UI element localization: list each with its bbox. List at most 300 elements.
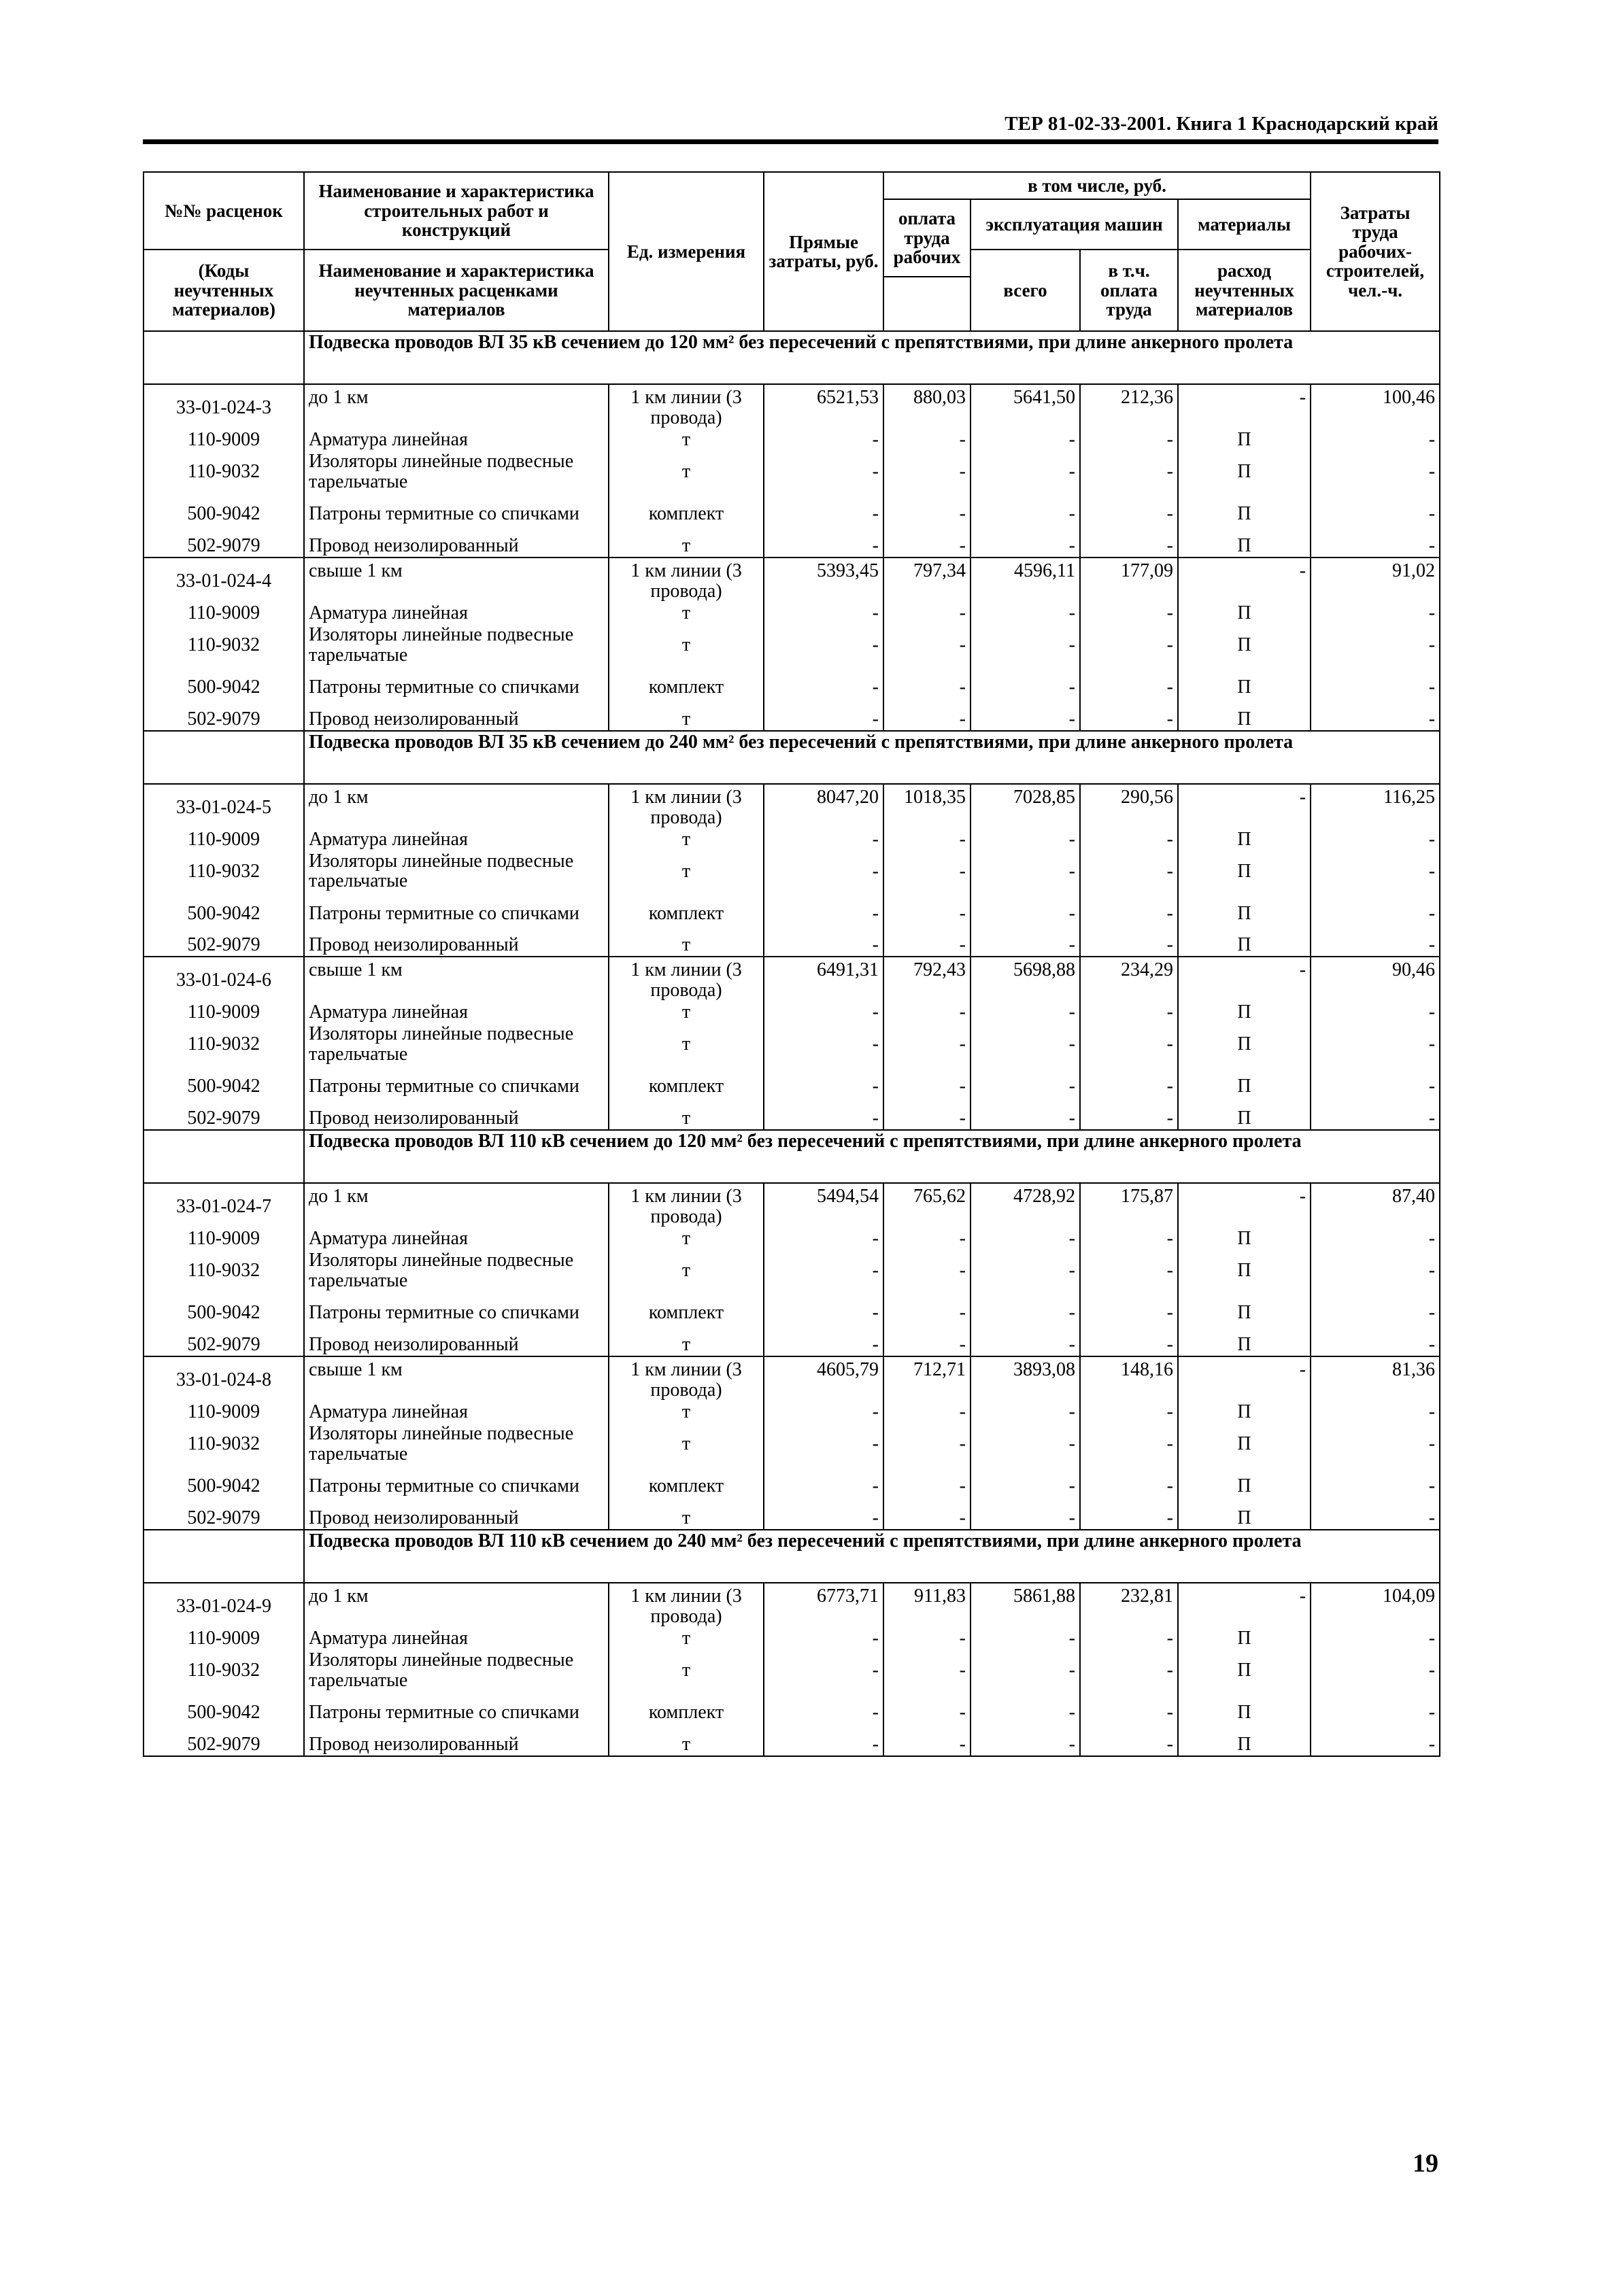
mat-cell-mat: П [1178, 1507, 1311, 1530]
mat-cell-code: 502-9079 [144, 535, 304, 558]
cell-mat: - [1178, 558, 1311, 602]
mat-cell-wages: - [883, 493, 971, 535]
cell-code: 33-01-024-7 [144, 1183, 304, 1228]
mat-cell-direct: - [764, 451, 883, 493]
material-row [144, 429, 1440, 451]
mat-cell-mach_w: - [1080, 429, 1178, 451]
mat-cell-direct: - [764, 1292, 883, 1334]
mat-cell-mach: - [971, 1250, 1080, 1292]
mat-cell-wages: - [883, 1228, 971, 1250]
mat-cell-direct: - [764, 1692, 883, 1734]
page-number: 19 [1413, 2149, 1438, 2178]
mat-cell-labor: - [1311, 1334, 1440, 1356]
mat-cell-unit: т [609, 708, 764, 731]
mat-cell-mach: - [971, 1401, 1080, 1423]
material-row [144, 1628, 1440, 1649]
mat-cell-unit: т [609, 1649, 764, 1692]
cell-labor: 100,46 [1311, 384, 1440, 429]
mat-cell-direct: - [764, 1423, 883, 1465]
mat-cell-name: Изоляторы линейные подвесные тарельчатые [304, 451, 609, 493]
mat-cell-labor: - [1311, 624, 1440, 666]
mat-cell-code: 502-9079 [144, 1507, 304, 1530]
material-row [144, 602, 1440, 624]
cell-code: 33-01-024-6 [144, 957, 304, 1001]
mat-cell-wages: - [883, 429, 971, 451]
mat-cell-unit: т [609, 1734, 764, 1756]
material-row [144, 535, 1440, 558]
table-row [144, 1183, 1440, 1228]
mat-cell-unit: т [609, 451, 764, 493]
material-row [144, 934, 1440, 957]
cell-mach_w: 177,09 [1080, 558, 1178, 602]
cell-name: до 1 км [304, 784, 609, 829]
mat-cell-labor: - [1311, 602, 1440, 624]
cell-wages: 880,03 [883, 384, 971, 429]
mat-cell-mat: П [1178, 1334, 1311, 1356]
mat-cell-labor: - [1311, 1423, 1440, 1465]
mat-cell-name: Патроны термитные со спичками [304, 1065, 609, 1108]
mat-cell-code: 500-9042 [144, 892, 304, 934]
mat-cell-name: Арматура линейная [304, 1001, 609, 1023]
mat-cell-direct: - [764, 1065, 883, 1108]
cell-mach_w: 290,56 [1080, 784, 1178, 829]
mat-cell-mach_w: - [1080, 1001, 1178, 1023]
mat-cell-wages: - [883, 1649, 971, 1692]
mat-cell-unit: комплект [609, 1292, 764, 1334]
mat-cell-unit: т [609, 602, 764, 624]
mat-cell-unit: т [609, 934, 764, 957]
material-row [144, 1228, 1440, 1250]
mat-cell-code: 500-9042 [144, 493, 304, 535]
mat-cell-wages: - [883, 666, 971, 708]
mat-cell-name: Изоляторы линейные подвесные тарельчатые [304, 1423, 609, 1465]
cell-mach_w: 175,87 [1080, 1183, 1178, 1228]
mat-cell-code: 110-9009 [144, 1401, 304, 1423]
cell-name: до 1 км [304, 384, 609, 429]
mat-cell-unit: т [609, 1023, 764, 1065]
mat-cell-code: 110-9032 [144, 1023, 304, 1065]
mat-cell-mach_w: - [1080, 1649, 1178, 1692]
mat-cell-mach_w: - [1080, 624, 1178, 666]
mat-cell-code: 502-9079 [144, 934, 304, 957]
cell-wages: 1018,35 [883, 784, 971, 829]
mat-cell-code: 110-9009 [144, 1001, 304, 1023]
mat-cell-direct: - [764, 1250, 883, 1292]
head-incl: в том числе, руб. [883, 172, 1311, 199]
mat-cell-name: Патроны термитные со спичками [304, 1465, 609, 1507]
mat-cell-wages: - [883, 602, 971, 624]
material-row [144, 666, 1440, 708]
mat-cell-labor: - [1311, 1108, 1440, 1130]
header-rule [143, 139, 1438, 144]
mat-cell-mat: П [1178, 666, 1311, 708]
cell-unit: 1 км линии (3 провода) [609, 957, 764, 1001]
material-row [144, 1250, 1440, 1292]
mat-cell-name: Провод неизолированный [304, 1734, 609, 1756]
head-col-name-sub: Наименование и характеристика неучтенных расценками материалов [304, 250, 609, 331]
cell-wages: 712,71 [883, 1356, 971, 1401]
mat-cell-wages: - [883, 1292, 971, 1334]
cell-unit: 1 км линии (3 провода) [609, 558, 764, 602]
cell-direct: 4605,79 [764, 1356, 883, 1401]
mat-cell-direct: - [764, 1228, 883, 1250]
cell-wages: 911,83 [883, 1583, 971, 1628]
mat-cell-mat: П [1178, 1734, 1311, 1756]
mat-cell-labor: - [1311, 1692, 1440, 1734]
mat-cell-wages: - [883, 892, 971, 934]
mat-cell-direct: - [764, 666, 883, 708]
mat-cell-mach_w: - [1080, 1228, 1178, 1250]
mat-cell-unit: т [609, 829, 764, 851]
mat-cell-name: Изоляторы линейные подвесные тарельчатые [304, 1250, 609, 1292]
mat-cell-labor: - [1311, 451, 1440, 493]
mat-cell-labor: - [1311, 892, 1440, 934]
mat-cell-mach: - [971, 1734, 1080, 1756]
mat-cell-labor: - [1311, 1465, 1440, 1507]
mat-cell-mat: П [1178, 934, 1311, 957]
mat-cell-name: Патроны термитные со спичками [304, 493, 609, 535]
cell-unit: 1 км линии (3 провода) [609, 384, 764, 429]
head-mach-total: всего [971, 250, 1080, 331]
mat-cell-mach: - [971, 1334, 1080, 1356]
mat-cell-mat: П [1178, 850, 1311, 892]
mat-cell-mach_w: - [1080, 1423, 1178, 1465]
mat-cell-mat: П [1178, 1001, 1311, 1023]
mat-cell-direct: - [764, 1507, 883, 1530]
mat-cell-mat: П [1178, 624, 1311, 666]
section-title: Подвеска проводов ВЛ 35 кВ сечением до 240 мм² без пересечений с препятствиями, при длине анкерного пролета [304, 731, 1440, 784]
mat-cell-unit: т [609, 1001, 764, 1023]
mat-cell-code: 110-9009 [144, 429, 304, 451]
mat-cell-mach: - [971, 1108, 1080, 1130]
mat-cell-mat: П [1178, 708, 1311, 731]
mat-cell-name: Провод неизолированный [304, 934, 609, 957]
mat-cell-name: Провод неизолированный [304, 1108, 609, 1130]
mat-cell-code: 110-9032 [144, 1423, 304, 1465]
mat-cell-name: Изоляторы линейные подвесные тарельчатые [304, 850, 609, 892]
cell-mach_w: 232,81 [1080, 1583, 1178, 1628]
mat-cell-unit: т [609, 1250, 764, 1292]
mat-cell-direct: - [764, 493, 883, 535]
mat-cell-wages: - [883, 1423, 971, 1465]
mat-cell-labor: - [1311, 850, 1440, 892]
cell-direct: 6773,71 [764, 1583, 883, 1628]
mat-cell-mach_w: - [1080, 1628, 1178, 1649]
mat-cell-mach: - [971, 451, 1080, 493]
mat-cell-direct: - [764, 1023, 883, 1065]
cell-labor: 91,02 [1311, 558, 1440, 602]
mat-cell-mach_w: - [1080, 892, 1178, 934]
section-title: Подвеска проводов ВЛ 110 кВ сечением до 120 мм² без пересечений с препятствиями, при длине анкерного пролета [304, 1130, 1440, 1183]
mat-cell-unit: т [609, 1423, 764, 1465]
mat-cell-name: Изоляторы линейные подвесные тарельчатые [304, 1649, 609, 1692]
cell-mach: 5861,88 [971, 1583, 1080, 1628]
cell-mach: 5641,50 [971, 384, 1080, 429]
cell-mach: 3893,08 [971, 1356, 1080, 1401]
mat-cell-mach: - [971, 1628, 1080, 1649]
mat-cell-unit: комплект [609, 1065, 764, 1108]
cell-mach: 4728,92 [971, 1183, 1080, 1228]
cell-mach_w: 234,29 [1080, 957, 1178, 1001]
cell-unit: 1 км линии (3 провода) [609, 1356, 764, 1401]
mat-cell-mat: П [1178, 535, 1311, 558]
mat-cell-labor: - [1311, 535, 1440, 558]
material-row [144, 1334, 1440, 1356]
mat-cell-name: Патроны термитные со спичками [304, 1292, 609, 1334]
cell-unit: 1 км линии (3 провода) [609, 784, 764, 829]
mat-cell-mach_w: - [1080, 666, 1178, 708]
mat-cell-code: 110-9009 [144, 1628, 304, 1649]
material-row [144, 451, 1440, 493]
mat-cell-code: 110-9009 [144, 829, 304, 851]
mat-cell-labor: - [1311, 708, 1440, 731]
table-row [144, 1583, 1440, 1628]
mat-cell-wages: - [883, 1692, 971, 1734]
cell-name: свыше 1 км [304, 957, 609, 1001]
cell-name: до 1 км [304, 1583, 609, 1628]
material-row [144, 850, 1440, 892]
mat-cell-code: 502-9079 [144, 1734, 304, 1756]
mat-cell-code: 502-9079 [144, 1108, 304, 1130]
mat-cell-direct: - [764, 708, 883, 731]
cell-direct: 6491,31 [764, 957, 883, 1001]
cell-name: свыше 1 км [304, 558, 609, 602]
mat-cell-direct: - [764, 1734, 883, 1756]
mat-cell-wages: - [883, 1734, 971, 1756]
mat-cell-wages: - [883, 1108, 971, 1130]
material-row [144, 1692, 1440, 1734]
mat-cell-direct: - [764, 429, 883, 451]
mat-cell-unit: т [609, 1628, 764, 1649]
mat-cell-unit: т [609, 1108, 764, 1130]
rates-table [143, 171, 1440, 1757]
mat-cell-code: 500-9042 [144, 666, 304, 708]
mat-cell-mach: - [971, 1023, 1080, 1065]
mat-cell-wages: - [883, 1023, 971, 1065]
mat-cell-labor: - [1311, 1649, 1440, 1692]
material-row [144, 1401, 1440, 1423]
mat-cell-name: Патроны термитные со спичками [304, 666, 609, 708]
mat-cell-mach: - [971, 602, 1080, 624]
mat-cell-name: Арматура линейная [304, 1628, 609, 1649]
mat-cell-wages: - [883, 1465, 971, 1507]
mat-cell-mach: - [971, 429, 1080, 451]
cell-code: 33-01-024-3 [144, 384, 304, 429]
mat-cell-code: 500-9042 [144, 1292, 304, 1334]
mat-cell-mat: П [1178, 1108, 1311, 1130]
mat-cell-direct: - [764, 892, 883, 934]
mat-cell-mat: П [1178, 1465, 1311, 1507]
table-row [144, 957, 1440, 1001]
cell-mach: 7028,85 [971, 784, 1080, 829]
mat-cell-name: Изоляторы линейные подвесные тарельчатые [304, 624, 609, 666]
mat-cell-labor: - [1311, 1734, 1440, 1756]
mat-cell-unit: комплект [609, 493, 764, 535]
section-blank [144, 331, 304, 384]
mat-cell-mach: - [971, 1228, 1080, 1250]
mat-cell-mat: П [1178, 1065, 1311, 1108]
mat-cell-direct: - [764, 1401, 883, 1423]
mat-cell-name: Провод неизолированный [304, 535, 609, 558]
mat-cell-mach_w: - [1080, 602, 1178, 624]
mat-cell-mat: П [1178, 829, 1311, 851]
mat-cell-code: 110-9032 [144, 1649, 304, 1692]
mat-cell-labor: - [1311, 1023, 1440, 1065]
mat-cell-mat: П [1178, 1292, 1311, 1334]
cell-labor: 104,09 [1311, 1583, 1440, 1628]
mat-cell-direct: - [764, 934, 883, 957]
mat-cell-mach_w: - [1080, 451, 1178, 493]
mat-cell-name: Провод неизолированный [304, 708, 609, 731]
mat-cell-labor: - [1311, 1507, 1440, 1530]
mat-cell-labor: - [1311, 1228, 1440, 1250]
cell-labor: 81,36 [1311, 1356, 1440, 1401]
table-body [144, 331, 1440, 1756]
mat-cell-labor: - [1311, 829, 1440, 851]
mat-cell-wages: - [883, 1628, 971, 1649]
mat-cell-mach_w: - [1080, 1507, 1178, 1530]
mat-cell-code: 110-9032 [144, 1250, 304, 1292]
mat-cell-mach_w: - [1080, 1334, 1178, 1356]
table-row [144, 384, 1440, 429]
mat-cell-direct: - [764, 1465, 883, 1507]
mat-cell-mach: - [971, 1001, 1080, 1023]
material-row [144, 1292, 1440, 1334]
cell-code: 33-01-024-8 [144, 1356, 304, 1401]
mat-cell-labor: - [1311, 1628, 1440, 1649]
mat-cell-direct: - [764, 1628, 883, 1649]
mat-cell-name: Арматура линейная [304, 829, 609, 851]
mat-cell-mach_w: - [1080, 1108, 1178, 1130]
material-row [144, 708, 1440, 731]
mat-cell-mach: - [971, 1507, 1080, 1530]
head-machines: эксплуатация машин [971, 199, 1178, 250]
mat-cell-wages: - [883, 1334, 971, 1356]
material-row [144, 1465, 1440, 1507]
mat-cell-mach: - [971, 1649, 1080, 1692]
mat-cell-name: Изоляторы линейные подвесные тарельчатые [304, 1023, 609, 1065]
mat-cell-mach_w: - [1080, 934, 1178, 957]
mat-cell-code: 110-9032 [144, 451, 304, 493]
mat-cell-mach_w: - [1080, 493, 1178, 535]
cell-mat: - [1178, 1356, 1311, 1401]
head-col-labor: Затраты труда рабочих-строителей, чел.-ч. [1311, 172, 1440, 331]
cell-direct: 5393,45 [764, 558, 883, 602]
mat-cell-wages: - [883, 1065, 971, 1108]
mat-cell-mach: - [971, 1692, 1080, 1734]
mat-cell-mach_w: - [1080, 1465, 1178, 1507]
material-row [144, 1423, 1440, 1465]
mat-cell-wages: - [883, 1507, 971, 1530]
mat-cell-mach_w: - [1080, 1401, 1178, 1423]
cell-wages: 797,34 [883, 558, 971, 602]
mat-cell-unit: т [609, 1228, 764, 1250]
cell-mach_w: 212,36 [1080, 384, 1178, 429]
mat-cell-wages: - [883, 624, 971, 666]
head-col-unit: Ед. измерения [609, 172, 764, 331]
mat-cell-labor: - [1311, 493, 1440, 535]
mat-cell-direct: - [764, 602, 883, 624]
mat-cell-code: 500-9042 [144, 1065, 304, 1108]
section-blank [144, 1130, 304, 1183]
mat-cell-wages: - [883, 451, 971, 493]
mat-cell-mach: - [971, 624, 1080, 666]
mat-cell-labor: - [1311, 1001, 1440, 1023]
mat-cell-mach: - [971, 1065, 1080, 1108]
mat-cell-labor: - [1311, 934, 1440, 957]
cell-labor: 87,40 [1311, 1183, 1440, 1228]
table-row [144, 558, 1440, 602]
mat-cell-name: Патроны термитные со спичками [304, 1692, 609, 1734]
mat-cell-mat: П [1178, 1023, 1311, 1065]
mat-cell-wages: - [883, 850, 971, 892]
mat-cell-mach: - [971, 934, 1080, 957]
mat-cell-mach: - [971, 1423, 1080, 1465]
head-mach-wages: в т.ч. оплата труда [1080, 250, 1178, 331]
head-col-code-sub: (Коды неучтенных материалов) [144, 250, 304, 331]
mat-cell-labor: - [1311, 666, 1440, 708]
head-col-wages: оплата труда рабочих [883, 199, 971, 277]
mat-cell-direct: - [764, 624, 883, 666]
cell-direct: 8047,20 [764, 784, 883, 829]
mat-cell-mat: П [1178, 1692, 1311, 1734]
mat-cell-mach_w: - [1080, 708, 1178, 731]
mat-cell-code: 502-9079 [144, 708, 304, 731]
mat-cell-mach_w: - [1080, 1292, 1178, 1334]
mat-cell-labor: - [1311, 429, 1440, 451]
mat-cell-unit: т [609, 850, 764, 892]
mat-cell-labor: - [1311, 1292, 1440, 1334]
head-col-direct: Прямые затраты, руб. [764, 172, 883, 331]
material-row [144, 892, 1440, 934]
mat-cell-mach_w: - [1080, 1734, 1178, 1756]
mat-cell-mach: - [971, 535, 1080, 558]
mat-cell-name: Арматура линейная [304, 429, 609, 451]
material-row [144, 1649, 1440, 1692]
mat-cell-direct: - [764, 829, 883, 851]
cell-mat: - [1178, 1583, 1311, 1628]
section-title: Подвеска проводов ВЛ 35 кВ сечением до 120 мм² без пересечений с препятствиями, при длине анкерного пролета [304, 331, 1440, 384]
head-col-code: №№ расценок [144, 172, 304, 250]
head-materials: материалы [1178, 199, 1311, 250]
mat-cell-wages: - [883, 1401, 971, 1423]
cell-mach_w: 148,16 [1080, 1356, 1178, 1401]
mat-cell-wages: - [883, 934, 971, 957]
mat-cell-mach_w: - [1080, 1692, 1178, 1734]
mat-cell-direct: - [764, 1108, 883, 1130]
mat-cell-code: 110-9032 [144, 850, 304, 892]
mat-cell-wages: - [883, 1001, 971, 1023]
mat-cell-mach_w: - [1080, 1065, 1178, 1108]
mat-cell-labor: - [1311, 1401, 1440, 1423]
mat-cell-code: 110-9009 [144, 602, 304, 624]
material-row [144, 493, 1440, 535]
mat-cell-mach: - [971, 666, 1080, 708]
mat-cell-wages: - [883, 1250, 971, 1292]
table-row [144, 784, 1440, 829]
cell-mach: 5698,88 [971, 957, 1080, 1001]
mat-cell-mach: - [971, 892, 1080, 934]
mat-cell-unit: т [609, 429, 764, 451]
mat-cell-wages: - [883, 535, 971, 558]
cell-unit: 1 км линии (3 провода) [609, 1583, 764, 1628]
mat-cell-code: 110-9009 [144, 1228, 304, 1250]
mat-cell-mach_w: - [1080, 1250, 1178, 1292]
mat-cell-name: Арматура линейная [304, 1228, 609, 1250]
cell-mat: - [1178, 784, 1311, 829]
section-blank [144, 731, 304, 784]
mat-cell-wages: - [883, 829, 971, 851]
